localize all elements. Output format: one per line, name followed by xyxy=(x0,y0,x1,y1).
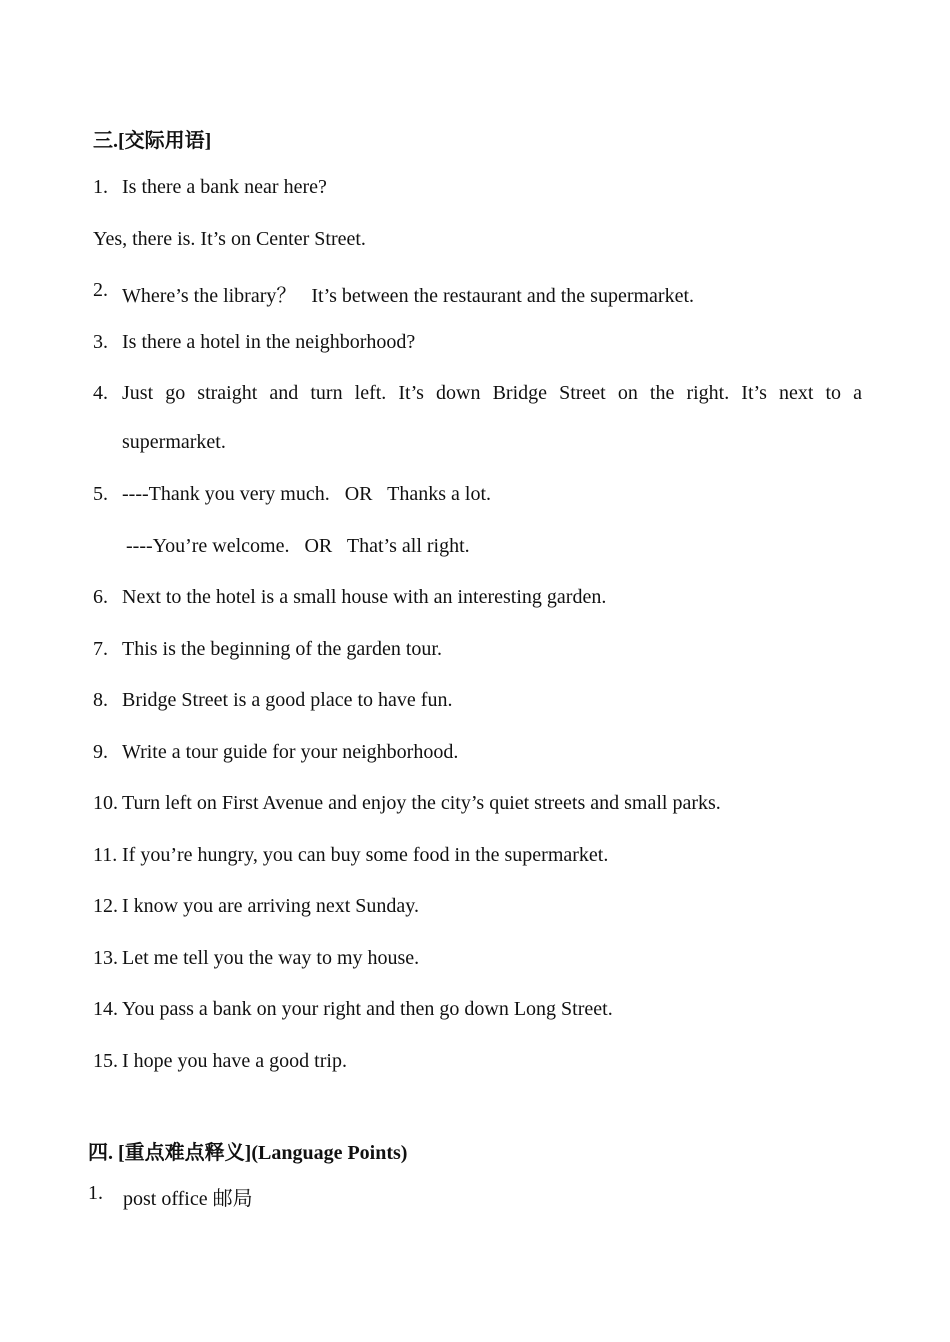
list-item xyxy=(93,279,863,307)
item-number: 8. xyxy=(93,689,108,711)
item-text: Is there a hotel in the neighborhood? xyxy=(122,331,416,353)
item-number: 14. xyxy=(93,998,118,1020)
list-item xyxy=(93,586,863,610)
item-number: 4. xyxy=(93,382,108,404)
section-3-heading: 三.[交际用语] xyxy=(93,130,212,152)
item-number: 10. xyxy=(93,792,118,814)
item-number: 6. xyxy=(93,586,108,608)
list-item xyxy=(93,1050,863,1074)
item-number: 12. xyxy=(93,895,118,917)
list-item xyxy=(93,689,863,713)
answer-line: Yes, there is. It’s on Center Street. xyxy=(93,228,366,250)
item-number: 1. xyxy=(88,1182,103,1204)
item-text: ----Thank you very much. OR Thanks a lot. xyxy=(122,483,491,505)
list-item xyxy=(93,638,863,662)
item-text: I hope you have a good trip. xyxy=(122,1050,347,1072)
item-text: You pass a bank on your right and then go down Long Street. xyxy=(122,998,613,1020)
item-text: Just go straight and turn left. It’s down Bridge Street on the right. It’s next to a xyxy=(122,382,862,404)
item-text: Next to the hotel is a small house with an interesting garden. xyxy=(122,586,607,608)
item-number: 2. xyxy=(93,279,108,301)
item-number: 15. xyxy=(93,1050,118,1072)
item-text: Is there a bank near here? xyxy=(122,176,327,198)
item-text: Let me tell you the way to my house. xyxy=(122,947,420,969)
item-text: Bridge Street is a good place to have fun. xyxy=(122,689,453,711)
list-item xyxy=(93,741,863,765)
list-item xyxy=(93,792,863,816)
item-text: Turn left on First Avenue and enjoy the city’s quiet streets and small parks. xyxy=(122,792,721,814)
item-number: 9. xyxy=(93,741,108,763)
item-text-continuation: supermarket. xyxy=(122,431,226,453)
item-text: If you’re hungry, you can buy some food in the supermarket. xyxy=(122,844,609,866)
item-number: 5. xyxy=(93,483,108,505)
list-item xyxy=(93,998,863,1022)
list-item xyxy=(93,176,863,200)
list-item xyxy=(93,844,863,868)
language-point-item xyxy=(88,1182,858,1210)
item-number: 3. xyxy=(93,331,108,353)
list-item xyxy=(93,947,863,971)
list-item xyxy=(93,331,863,355)
item-number: 13. xyxy=(93,947,118,969)
list-item xyxy=(93,895,863,919)
list-item xyxy=(93,483,863,507)
item-text: Where’s the library？ It’s between the restaurant and the supermarket. xyxy=(122,285,695,307)
item-text: This is the beginning of the garden tour. xyxy=(122,638,442,660)
item-text-continuation: ----You’re welcome. OR That’s all right. xyxy=(126,535,470,557)
section-4-heading: 四. [重点难点释义](Language Points) xyxy=(88,1142,408,1164)
item-number: 11. xyxy=(93,844,118,866)
item-text: post office 邮局 xyxy=(123,1188,253,1210)
item-text: Write a tour guide for your neighborhood. xyxy=(122,741,459,763)
item-number: 1. xyxy=(93,176,108,198)
item-number: 7. xyxy=(93,638,108,660)
item-text: I know you are arriving next Sunday. xyxy=(122,895,419,917)
